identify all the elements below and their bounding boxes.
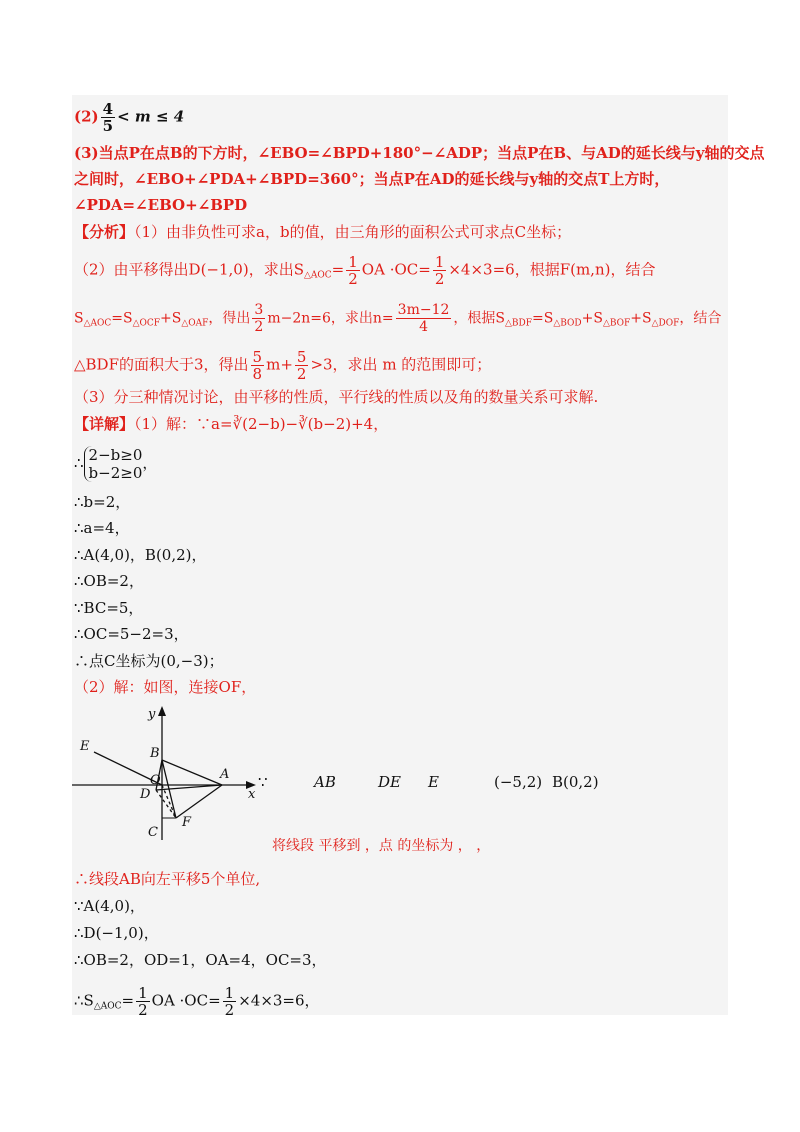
inequality: < m ≤ 4 <box>117 107 185 126</box>
analysis-line5: （3）分三种情况讨论，由平移的性质，平行线的性质以及角的数量关系可求解. <box>74 388 599 406</box>
detail-text: （1）解：∵a=∛(2−b)−∛(b−2)+4， <box>134 415 389 433</box>
t: m−2n=6，求出n= <box>267 310 394 327</box>
n: 3m−12 <box>397 302 450 318</box>
fig-under-text: 将线段 平移到 ，点 的坐标为 ， ， <box>272 838 491 854</box>
t: OA ·OC= <box>361 260 431 279</box>
part3-line3: ∠PDA=∠EBO+∠BPD <box>74 196 248 214</box>
d: 4 <box>419 319 428 335</box>
t: m+ <box>266 355 293 374</box>
d: 2 <box>434 270 445 288</box>
step-BC: ∵BC=5， <box>74 599 144 617</box>
t: ×4×3=6，根据F(m,n)，结合 <box>448 260 656 279</box>
step-OC: ∴OC=5−2=3， <box>74 625 189 643</box>
step-AB: ∴A(4,0)，B(0,2)， <box>74 546 207 564</box>
fraction <box>295 349 309 382</box>
part2-answer <box>74 101 184 134</box>
label-y: y <box>148 707 156 722</box>
sub: △BOF <box>602 318 631 329</box>
analysis-line1 <box>74 222 571 242</box>
step-D: ∴D(−1,0)， <box>74 924 159 942</box>
analysis-line3 <box>74 302 721 335</box>
segment-DA <box>156 785 222 790</box>
t: （2）由平移得出D(−1,0)，求出S <box>74 260 304 279</box>
detail-intro <box>74 414 388 434</box>
n: 1 <box>138 984 148 1002</box>
fraction <box>223 985 237 1018</box>
label-D: D <box>140 787 151 802</box>
n: 3 <box>254 302 264 318</box>
n: 5 <box>296 348 307 366</box>
t: +S <box>630 310 652 327</box>
label-A: A <box>220 767 230 782</box>
t: +S <box>160 310 182 327</box>
sub: △BDF <box>505 318 532 329</box>
n: 1 <box>224 984 235 1002</box>
t: △BDF的面积大于3，得出 <box>74 355 249 374</box>
sub: △OAF <box>181 318 209 329</box>
label-x: x <box>248 787 256 802</box>
step-lengths: ∴OB=2，OD=1，OA=4，OC=3， <box>74 951 327 969</box>
fraction <box>101 101 115 134</box>
step-translate: ∴线段AB向左平移5个单位, <box>74 870 261 888</box>
step-A: ∵A(4,0)， <box>74 897 145 915</box>
d: 2 <box>138 1001 148 1019</box>
fig-side-coordB: B(0,2) <box>552 773 599 791</box>
part2-label: (2) <box>74 107 99 126</box>
fraction <box>433 254 447 287</box>
fig-side-DE: DE <box>378 773 401 791</box>
t: OA ·OC= <box>151 991 221 1010</box>
d: 2 <box>254 319 264 335</box>
n: 1 <box>434 253 445 271</box>
analysis-line2 <box>74 254 655 287</box>
d: 2 <box>348 270 358 288</box>
t: >3，求出 m 的范围即可； <box>310 355 492 374</box>
step-C: ∴点C坐标为(0,−3)； <box>74 652 224 670</box>
part3-line1: (3)当点P在点B的下方时，∠EBO=∠BPD+180°−∠ADP；当点P在B、与AD的延长线与y轴的交点 <box>74 144 765 162</box>
n: 5 <box>252 348 263 366</box>
t: = <box>331 260 345 279</box>
t: ，根据S <box>453 310 505 327</box>
system-brace <box>84 446 143 482</box>
fig-side-because: ∵ <box>258 773 268 791</box>
fig-side-AB: AB <box>314 773 336 791</box>
part3-line2: 之间时，∠EBO+∠PDA+∠BPD=360°；当点P在AD的延长线与y轴的交点T上方时， <box>74 170 670 188</box>
label-E: E <box>80 739 90 754</box>
t: S <box>74 310 84 327</box>
analysis-line4 <box>74 349 491 382</box>
n: 1 <box>348 253 358 271</box>
d: 2 <box>296 365 307 383</box>
frac-den: 5 <box>102 117 114 135</box>
t: ， <box>142 454 158 472</box>
detail-tag: 【详解】 <box>74 415 135 433</box>
label-O: O <box>150 773 161 788</box>
d: 2 <box>224 1001 235 1019</box>
sub: △AOC <box>93 1001 122 1012</box>
segment-AF <box>176 785 222 818</box>
geometry-figure <box>72 700 272 842</box>
label-B: B <box>150 746 160 761</box>
sub: △OCF <box>132 318 161 329</box>
d: 8 <box>252 365 263 383</box>
t: +S <box>581 310 603 327</box>
t: ∴S <box>74 991 94 1010</box>
fig-side-coordE: (−5,2) <box>494 773 543 791</box>
segment-AB <box>162 760 222 785</box>
fraction <box>136 985 150 1018</box>
fraction <box>346 254 360 287</box>
t: =S <box>532 310 554 327</box>
sub: △DOF <box>651 318 680 329</box>
inequality-system <box>74 446 157 482</box>
label-F: F <box>182 815 192 830</box>
label-C: C <box>148 825 158 840</box>
t: = <box>121 991 135 1010</box>
step-a: ∴a=4， <box>74 519 130 537</box>
y-axis-arrow <box>158 706 166 716</box>
frac-num: 4 <box>102 100 114 118</box>
t: ×4×3=6， <box>238 991 320 1010</box>
fraction <box>252 302 265 335</box>
t: ，得出 <box>208 310 251 327</box>
part2-start: （2）解：如图，连接OF， <box>74 678 257 696</box>
sub: △AOC <box>83 318 112 329</box>
fig-side-E: E <box>428 773 439 791</box>
analysis-tag: 【分析】 <box>74 223 135 241</box>
step-OB: ∴OB=2， <box>74 572 144 590</box>
therefore: ∴ <box>74 454 84 472</box>
sub: △AOC <box>303 270 332 281</box>
step-b: ∴b=2， <box>74 493 131 511</box>
row2: b−2≥0 <box>88 464 143 482</box>
t: ，结合 <box>679 310 722 327</box>
fraction <box>251 349 265 382</box>
t: =S <box>111 310 133 327</box>
fraction <box>396 302 452 335</box>
sub: △BOD <box>553 318 582 329</box>
step-area <box>74 985 320 1018</box>
analysis-text: （1）由非负性可求a，b的值，由三角形的面积公式可求点C坐标； <box>134 223 572 241</box>
row1: 2−b≥0 <box>88 446 143 464</box>
